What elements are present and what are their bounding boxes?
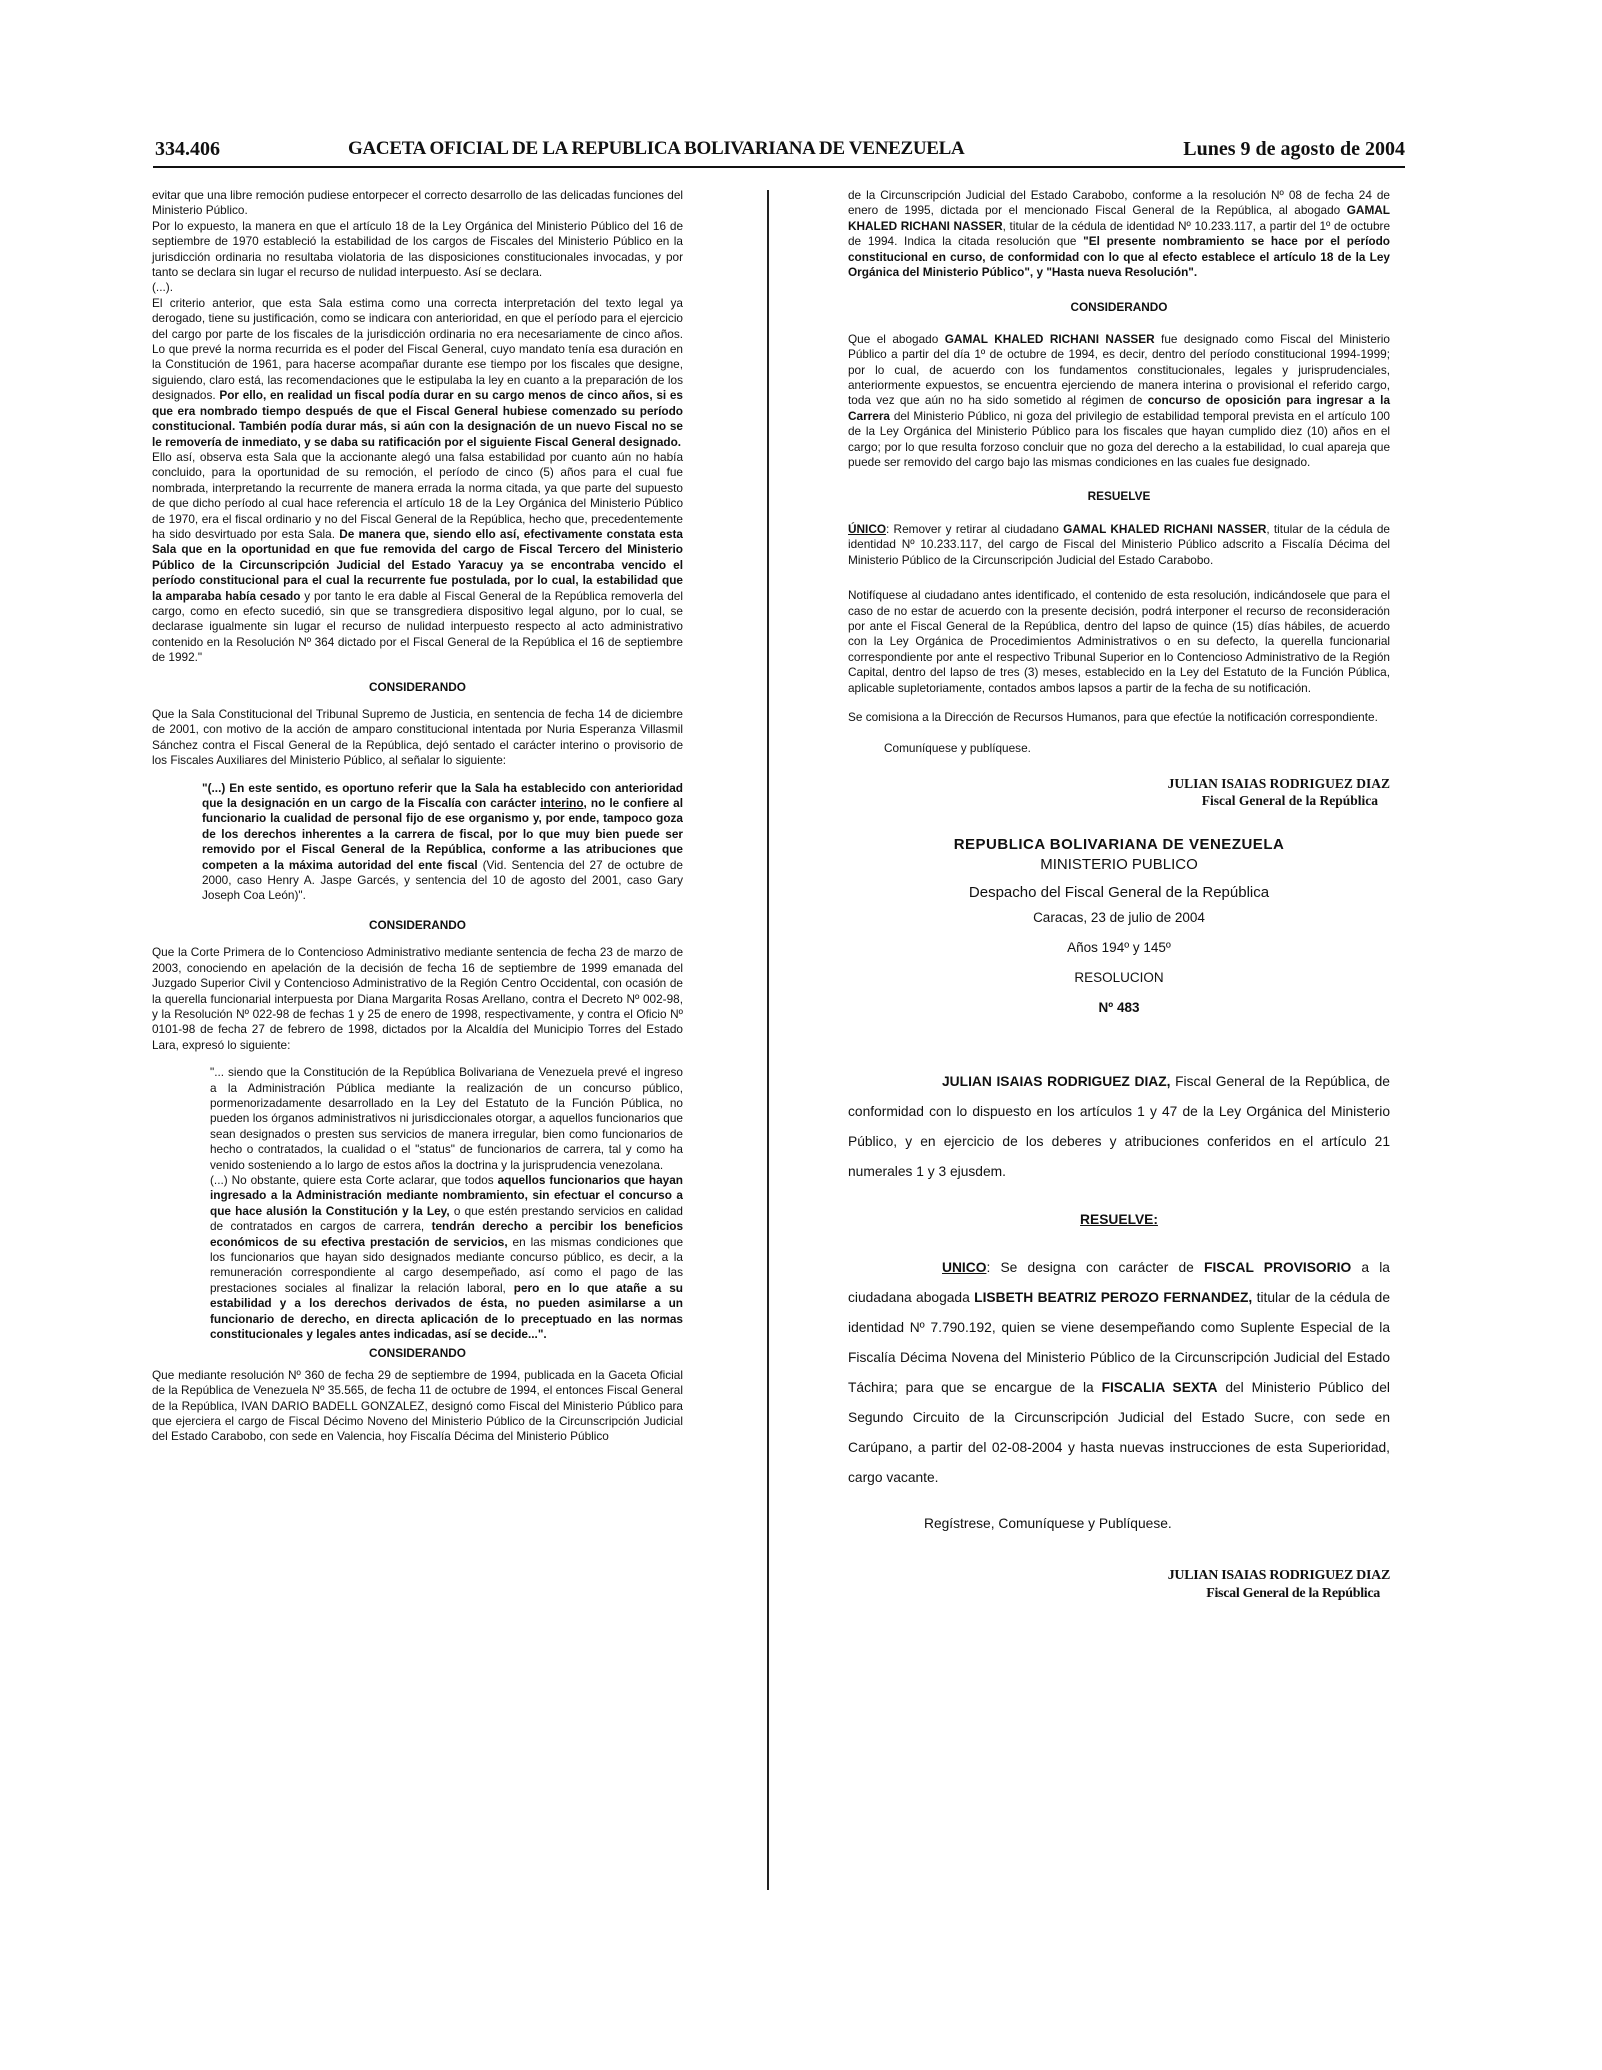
text: y por tanto le era dable al Fiscal General de la República removerla del cargo, como en efecto sucedió, sin que se transgrediera dispositivo legal alguno, por lo cual, se declarase igualmente sin lugar el recurso de nulidad interpuesto respecto al acto administrativo contenido en la Resolución Nº 364 dictado por el Fiscal General de la República el 16 de septiembre de 1992." [152,588,683,665]
quote-block [210,1173,683,1342]
paragraph: Por lo expuesto, la manera en que el artículo 18 de la Ley Orgánica del Ministerio Público del 16 de septiembre de 1970 estableció la estabilidad de los cargos de Fiscales del Ministerio Público en la jurisdicción ordinaria no resultaba violatoria de las disposiciones constitucionales invocadas, y por tanto se declara sin lugar el recurso de nulidad interpuesto. Así se declara. [152,218,683,280]
text: o que estén prestando servicios en calidad de contratados en cargos de carrera, [210,1203,683,1234]
text: : Remover y retirar al ciudadano [886,521,1059,536]
bold-text: aquellos funcionarios que hayan ingresado a la Administración mediante nombramiento, sin efectuar el concurso a que hace alusión la Constitución y la Ley, [210,1172,683,1218]
text: El criterio anterior, que esta Sala estima como una correcta interpretación del texto legal ya derogado, tiene su justificación, como se indicara con anterioridad, en que el período para el ejercicio del cargo por parte de los fiscales de la jurisdicción ordinaria no era necesariamente de cinco años. Lo que prevé la norma recurrida es el poder del Fiscal General, cuyo mandato tenía esa duración en la Constitución de 1961, para hacerse acompañar durante ese tiempo por los fiscales que designe, siguiendo, claro está, las recomendaciones que le estipulaba la ley en cuanto a la preparación de los designados. [152,295,683,403]
paragraph [152,450,683,666]
text: (...) No obstante, quiere esta Corte aclarar, que todos [210,1172,494,1187]
paragraph: Que mediante resolución Nº 360 de fecha 29 de septiembre de 1994, publicada en la Gaceta Oficial de la República de Venezuela Nº 35.565, de fecha 11 de octubre de 1994, el entonces Fiscal General de la República, IVAN DARIO BADELL GONZALEZ, designó como Fiscal del Ministerio Público para que ejerciera el cargo de Fiscal Décimo Noveno del Ministerio Público de la Circunscripción Judicial del Estado Carabobo, con sede en Valencia, hoy Fiscalía Décima del Ministerio Público [152,1367,683,1444]
bold-text: Por ello, en realidad un fiscal podía durar en su cargo menos de cinco años, si es que era nombrado tiempo después de que el Fiscal General hubiese comenzado su período constitucional. También podía durar más, si aún con la designación de un nuevo Fiscal no se le removería de inmediato, y se daba su ratificación por el siguiente Fiscal General designado. [152,388,683,449]
signature-name: JULIAN ISAIAS RODRIGUEZ DIAZ [1167,775,1390,791]
bold-text: "El presente nombramiento se hace por el período constitucional en curso, de conformidad con lo que al efecto establece el artículo 18 de la Ley Orgánica del Ministerio Público", y "Hasta nueva Resolución". [848,234,1391,280]
quote-block [202,781,683,904]
ministry-title: MINISTERIO PUBLICO [1040,855,1198,873]
paragraph [848,1067,1390,1187]
resolution-header [848,835,1390,1023]
considerando-heading: CONSIDERANDO [368,917,466,932]
text: Ello así, observa esta Sala que la accionante alegó una falsa estabilidad por cuanto aún no había concluido, para la oportunidad de su remoción, el período de cinco (5) años para el cual fue nombrada, interpretando la recurrente de manera errada la norma citada, ya que parte del supuesto de que dicho período al cual hace referencia el artículo 18 de la Ley Orgánica del Ministerio Público de 1970, era el fiscal ordinario y no del Fiscal General de la República, hecho que, precedentemente ha sido desvirtuado por esta Sala. [152,449,683,541]
gazette-title: GACETA OFICIAL DE LA REPUBLICA BOLIVARIANA DE VENEZUELA [348,138,965,159]
person-name: GAMAL KHALED RICHANI NASSER [1063,521,1267,536]
considerando-heading: CONSIDERANDO [1070,300,1168,315]
text: , titular de la cédula de identidad Nº 10.233.117, a partir del 1º de octubre de 1994. Indica la citada resolución que [848,218,1391,249]
quote-block: "... siendo que la Constitución de la República Bolivariana de Venezuela prevé el ingreso a la Administración Pública mediante la realización de un concurso público, pormenorizadamente desarrollado en la Ley del Estatuto de la Función Pública, no pueden los órganos administrativos ni jurisdiccionales otorgar, a aquellos funcionarios que sean designados o presten sus servicios de manera irregular, bien como funcionarios de hecho o contratados, la cualidad o el "status" de funcionarios de carrera, tal y como ha venido sosteniendo a lo largo de estos años la doctrina y la jurisprudencia venezolana. [210,1065,683,1172]
resuelve-heading [848,1205,1390,1235]
paragraph: Comuníquese y publíquese. [884,741,1031,756]
bold-text: pero en lo que atañe a su estabilidad y a los derechos derivados de ésta, no pueden asimilarse a un funcionario de derecho, en directa aplicación de lo preceptuado en las normas constitucionales y legales antes indicadas, así se decide...". [210,1280,683,1342]
paragraph [152,296,683,450]
paragraph: (...). [152,280,173,295]
text: en las mismas condiciones que los funcionarios que hayan sido designados mediante concurso público, es decir, a la remuneración correspondiente al cargo desempeñado, así como el pago de las prestaciones sociales al finalizar la relación laboral, [210,1234,683,1295]
bold-text: FISCALIA SEXTA [1101,1379,1218,1395]
right-column [848,188,1390,1603]
closing-formula: Regístrese, Comuníquese y Publíquese. [924,1515,1172,1531]
underlined-text: RESUELVE: [1080,1211,1158,1227]
text: a la ciudadana abogada [848,1259,1390,1305]
page-number: 334.406 [155,138,220,160]
bold-text: "(...) En este sentido, es oportuno referir que la Sala ha establecido con anterioridad que la designación en un cargo de la Fiscalía con carácter [202,780,683,811]
resuelve-heading: RESUELVE [1087,488,1151,503]
paragraph: Notifíquese al ciudadano antes identificado, el contenido de esta resolución, indicándosele que para el caso de no estar de acuerdo con la presente decisión, podrá interponer el recurso de reconsideración por ante el Fiscal General de la República, dentro del lapso de quince (15) días hábiles, de acuerdo con la Ley Orgánica de Procedimientos Administrativos o en su defecto, la querella funcionarial correspondiente por ante el respectivo Tribunal Superior en lo Contencioso Administrativo de la Región Capital, dentro del lapso de tres (3) meses, establecido en la Ley del Estatuto de la Función Pública, aplicable supletoriamente, contados ambos lapsos a partir de la fecha de su notificación. [848,588,1390,695]
bold-text: FISCAL PROVISORIO [1204,1259,1352,1275]
left-column [152,188,683,1445]
paragraph [848,332,1390,471]
text: fue designado como Fiscal del Ministerio Público a partir del día 1º de octubre de 1994, es decir, dentro del período constitucional 1994-1999; por lo cual, de acuerdo con los fundamentos constitucionales, legales y jurisprudenciales, anteriormente expuestos, se encuentra ejerciendo de manera interina o provisional el referido cargo, toda vez que aún no ha sido sometido al régimen de [848,331,1390,408]
paragraph: Que la Sala Constitucional del Tribunal Supremo de Justicia, en sentencia de fecha 14 de diciembre de 2001, con motivo de la acción de amparo constitucional intentada por Nuria Esperanza Villasmil Sánchez contra el Fiscal General de la República, dejó sentado el carácter interino o provisorio de los Fiscales Auxiliares del Ministerio Público, al señalar lo siguiente: [152,707,683,768]
text: , titular de la cédula de identidad Nº 10.233.117, del cargo de Fiscal del Ministerio Público adscrito a Fiscalía Décima del Ministerio Público de la Circunscripción Judicial del Estado Carabobo. [848,521,1390,567]
years: Años 194º y 145º [1067,939,1171,955]
signature-title: Fiscal General de la República [1201,792,1378,808]
text: Fiscal General de la República, de conformidad con lo dispuesto en los artículos 1 y 47 de la Ley Orgánica del Ministerio Público, y en ejercicio de los deberes y atribuciones conferidos en el artículo 21 numerales 1 y 3 ejusdem. [848,1073,1390,1179]
text: titular de la cédula de identidad Nº 7.790.192, quien se viene desempeñando como Suplente Especial de la Fiscalía Décima Novena del Ministerio Público de la Circunscripción Judicial del Estado Táchira; para que se encargue de la [848,1289,1390,1395]
issue-date: Lunes 9 de agosto de 2004 [1183,138,1405,160]
text: Que el abogado [848,331,939,346]
republic-title: REPUBLICA BOLIVARIANA DE VENEZUELA [953,835,1285,853]
text: de la Circunscripción Judicial del Estado Carabobo, conforme a la resolución Nº 08 de fecha 24 de enero de 1995, dictada por el mencionado Fiscal General de la República, al abogado [848,188,1390,218]
bold-text: tendrán derecho a percibir los beneficios económicos de su efectiva prestación de servicios, [210,1219,684,1249]
resolution-number: Nº 483 [1098,999,1140,1015]
paragraph: Que la Corte Primera de lo Contencioso Administrativo mediante sentencia de fecha 23 de marzo de 2003, conociendo en apelación de la decisión de fecha 16 de septiembre de 1999 emanada del Juzgado Superior Civil y Contencioso Administrativo de la Región Centro Occidental, con ocasión de la querella funcionarial interpuesta por Diana Margarita Rosas Arellano, contra el Decreto Nº 002-98, y la Resolución Nº 022-98 de fechas 1 y 25 de enero de 1998, respectivamente, y contra el Oficio Nº 0101-98 de fecha 27 de febrero de 1998, dictados por la Alcaldía del Municipio Torres del Estado Lara, expresó lo siguiente: [152,945,683,1052]
text: del Ministerio Público, ni goza del privilegio de estabilidad temporal prevista en el artículo 100 de la Ley Orgánica del Ministerio Público para los fiscales que hayan cumplido diez (10) años en el cargo; por lo que resulta forzoso concluir que no goza del derecho a la estabilidad, lo cual apareja que puede ser removido del cargo bajo las mismas condiciones en las cuales fue designado. [848,408,1390,470]
resolution-label: RESOLUCION [1074,969,1164,985]
place-date: Caracas, 23 de julio de 2004 [1033,909,1205,925]
considerando-heading: CONSIDERANDO [368,1346,466,1361]
person-name: JULIAN ISAIAS RODRIGUEZ DIAZ, [942,1073,1171,1089]
paragraph [848,188,1390,280]
person-name: GAMAL KHALED RICHANI NASSER [848,203,1390,233]
underlined-text: ÚNICO [848,521,887,536]
text: (Vid. Sentencia del 27 de octubre de 2000, caso Henry A. Jaspe Garcés, y sentencia del 10 de agosto del 2001, caso Gary Joseph Coa León)". [202,857,683,903]
person-name: LISBETH BEATRIZ PEROZO FERNANDEZ, [974,1289,1253,1305]
paragraph: evitar que una libre remoción pudiese entorpecer el correcto desarrollo de las delicadas funciones del Ministerio Público. [152,188,683,218]
paragraph [848,522,1390,568]
signature-name: JULIAN ISAIAS RODRIGUEZ DIAZ [1167,1567,1390,1583]
paragraph: Se comisiona a la Dirección de Recursos Humanos, para que efectúe la notificación correspondiente. [848,709,1378,724]
text: : Se designa con carácter de [986,1259,1194,1275]
page-header [155,138,1405,168]
signature-title: Fiscal General de la República [1206,1585,1380,1601]
bold-text: De manera que, siendo ello así, efectivamente constata esta Sala que en la oportunidad en que fue removida del cargo de Fiscal Tercero del Ministerio Público de la Circunscripción Judicial del Estado Yaracuy ya se encontraba vencido el período constitucional para el cual la recurrente fue postulada, por lo cual, la estabilidad que la amparaba había cesado [152,526,683,603]
considerando-heading: CONSIDERANDO [368,679,466,694]
person-name: GAMAL KHALED RICHANI NASSER [944,331,1155,346]
bold-text: , no le confiere al funcionario la cualidad de personal fijo de ese organismo y, por ende, tampoco goza de los derechos inherentes a la carrera de fiscal, por lo que muy bien puede ser removido por el Fiscal General de la República, conforme a las atribuciones que competen a la máxima autoridad del ente fiscal [202,796,684,872]
bold-text: concurso de oposición para ingresar a la Carrera [848,393,1391,423]
paragraph [848,1253,1390,1493]
office-title: Despacho del Fiscal General de la República [968,883,1270,901]
text: del Ministerio Público del Segundo Circuito de la Circunscripción Judicial del Estado Sucre, con sede en Carúpano, a partir del 02-08-2004 y hasta nuevas instrucciones de esta Superioridad, cargo vacante. [848,1379,1390,1485]
underlined-text: UNICO [942,1259,987,1275]
column-divider [767,190,769,1890]
header-rule [153,166,1405,168]
underlined-text: interino [540,796,584,811]
